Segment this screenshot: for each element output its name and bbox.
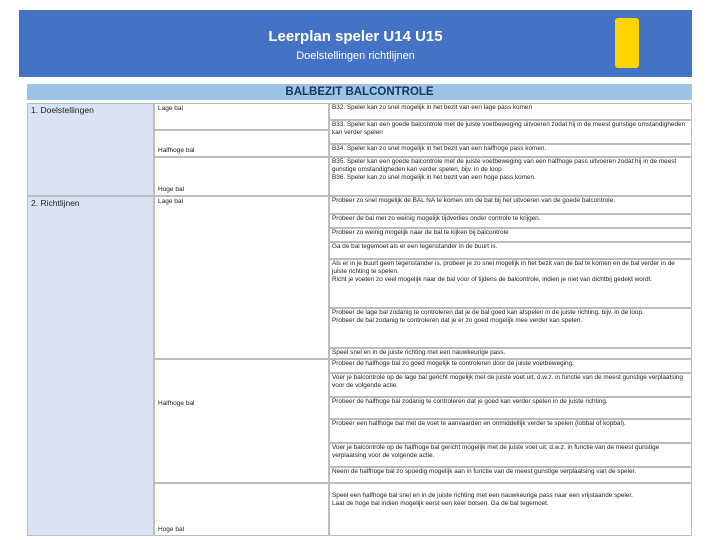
guideline-item	[329, 259, 692, 308]
guideline-text: B32. Speler kan zo snel mogelijk in het bezit van een lage pass komen	[332, 104, 533, 111]
curriculum-table	[27, 103, 692, 536]
situation-halfhoge-bal: Halfhoge bal	[154, 359, 329, 483]
situation-halfhoge-bal	[154, 130, 329, 157]
guideline-text: Richt je voeten zo veel mogelijk naar de bal voor of tijdens de balcontrole, indien je niet van dichtbij gedekt wordt.	[332, 276, 653, 283]
situation-label: Halfhoge bal	[158, 147, 195, 154]
guideline-text: Als er in je buurt geen tegenstander is, probeer je zo snel mogelijk in het bezit van de bal te komen en de bal verder in de juiste richting te spelen.	[332, 260, 675, 275]
guideline-item	[329, 348, 692, 359]
guideline-item	[329, 120, 692, 144]
guideline-text: B33. Speler kan een goede balcontrole met de juiste voetbeweging uitvoeren zodat hij in de meest gunstige omstandigheden kan verder spelen	[332, 121, 686, 136]
guideline-item	[329, 103, 692, 120]
page-subtitle: Doelstellingen richtlijnen	[296, 50, 415, 62]
category-doelstellingen: 1. Doelstellingen	[27, 103, 154, 196]
guideline-item	[329, 397, 692, 419]
situation-lage-bal: Lage bal	[154, 196, 329, 359]
yellow-badge	[615, 18, 639, 68]
guideline-text: Probeer een halfhoge bal met de voet te aanvaarden en onmiddellijk verder te spelen (lobbal of kopbal).	[332, 420, 626, 427]
situation-hoge-bal	[154, 483, 329, 536]
guideline-text: Voer je balcontrole op de lage bal gericht mogelijk met de juiste voet uit, d.w.z. in functie van de meest gunstige verplaatsing voor de volgende actie.	[332, 374, 683, 389]
guideline-item	[329, 242, 692, 259]
section-title: BALBEZIT BALCONTROLE	[27, 84, 692, 100]
guideline-text: B34. Speler kan zo snel mogelijk in het bezit van een halfhoge pass komen.	[332, 145, 547, 152]
guideline-item	[329, 308, 692, 348]
guideline-item	[329, 228, 692, 242]
category-richtlijnen: 2. Richtlijnen	[27, 196, 154, 536]
guideline-text: Probeer zo snel mogelijk de BAL NA te komen om de bal bij het uitvoeren van de goede balcontrole.	[332, 197, 615, 204]
situation-hoge-bal	[154, 157, 329, 196]
guideline-text: Speel een halfhoge bal snel en in de juiste richting met een nauwkeurige pass naar een vrijstaande speler.	[332, 492, 633, 499]
situation-label: Hoge bal	[158, 526, 185, 533]
guideline-text: Probeer de bal met zo weinig mogelijk tijdverlies onder controle te krijgen.	[332, 215, 541, 222]
guideline-text: Laat de hoge bal indien mogelijk eerst een keer botsen. Ga de bal tegemoet.	[332, 500, 549, 507]
guideline-item	[329, 359, 692, 373]
guideline-text: Speel snel en in de juiste richting met een nauwkeurige pass.	[332, 349, 506, 356]
header-banner	[19, 10, 692, 77]
page-title: Leerplan speler U14 U15	[268, 28, 443, 45]
guideline-item	[329, 483, 692, 536]
guideline-text: Probeer de bal zodanig te controleren dat je er zo goed mogelijk mee verder kan spelen.	[332, 317, 583, 324]
guideline-item	[329, 144, 692, 157]
guideline-item	[329, 467, 692, 483]
guideline-item	[329, 443, 692, 467]
guideline-text: Neem de halfhoge bal zo spoedig mogelijk aan in functie van de meest gunstige verplaatsing van de speler.	[332, 468, 637, 475]
guideline-item	[329, 214, 692, 228]
guideline-item	[329, 373, 692, 397]
situation-label: Hoge bal	[158, 186, 185, 193]
guideline-text: Probeer de lage bal zodanig te controleren dat je de bal goed kan afspelen in de juiste richting, bijv. in de loop.	[332, 309, 644, 316]
guideline-text: Ga de bal tegemoet als er een tegenstander in de buurt is.	[332, 243, 498, 250]
guideline-text: Probeer zo weinig mogelijk naar de bal te kijken bij balcontrole	[332, 229, 509, 236]
guideline-text: B35. Speler kan een goede balcontrole met de juiste voetbeweging van een halfhoge pass uitvoeren zodat hij in de meest gunstige omstandigheden kan verder spelen, bijv. in de loop	[332, 158, 677, 173]
guideline-item	[329, 196, 692, 214]
guideline-text: Probeer de halfhoge bal zodanig te controleren dat je goed kan verder spelen in de juiste richting.	[332, 398, 608, 405]
guideline-text: B36. Speler kan zo snel mogelijk in het bezit van een hoge pass komen.	[332, 174, 536, 181]
guideline-item	[329, 157, 692, 196]
guideline-item	[329, 419, 692, 443]
situation-lage-bal: Lage bal	[154, 103, 329, 130]
guideline-text: Probeer de halfhoge bal zo goed mogelijk te controleren door de juiste voetbeweging.	[332, 360, 574, 367]
guideline-text: Voer je balcontrole op de halfhoge bal gericht mogelijk met de juiste voet uit, d.w.z. in functie van de meest gunstige verplaatsing voor de volgende actie.	[332, 444, 660, 459]
